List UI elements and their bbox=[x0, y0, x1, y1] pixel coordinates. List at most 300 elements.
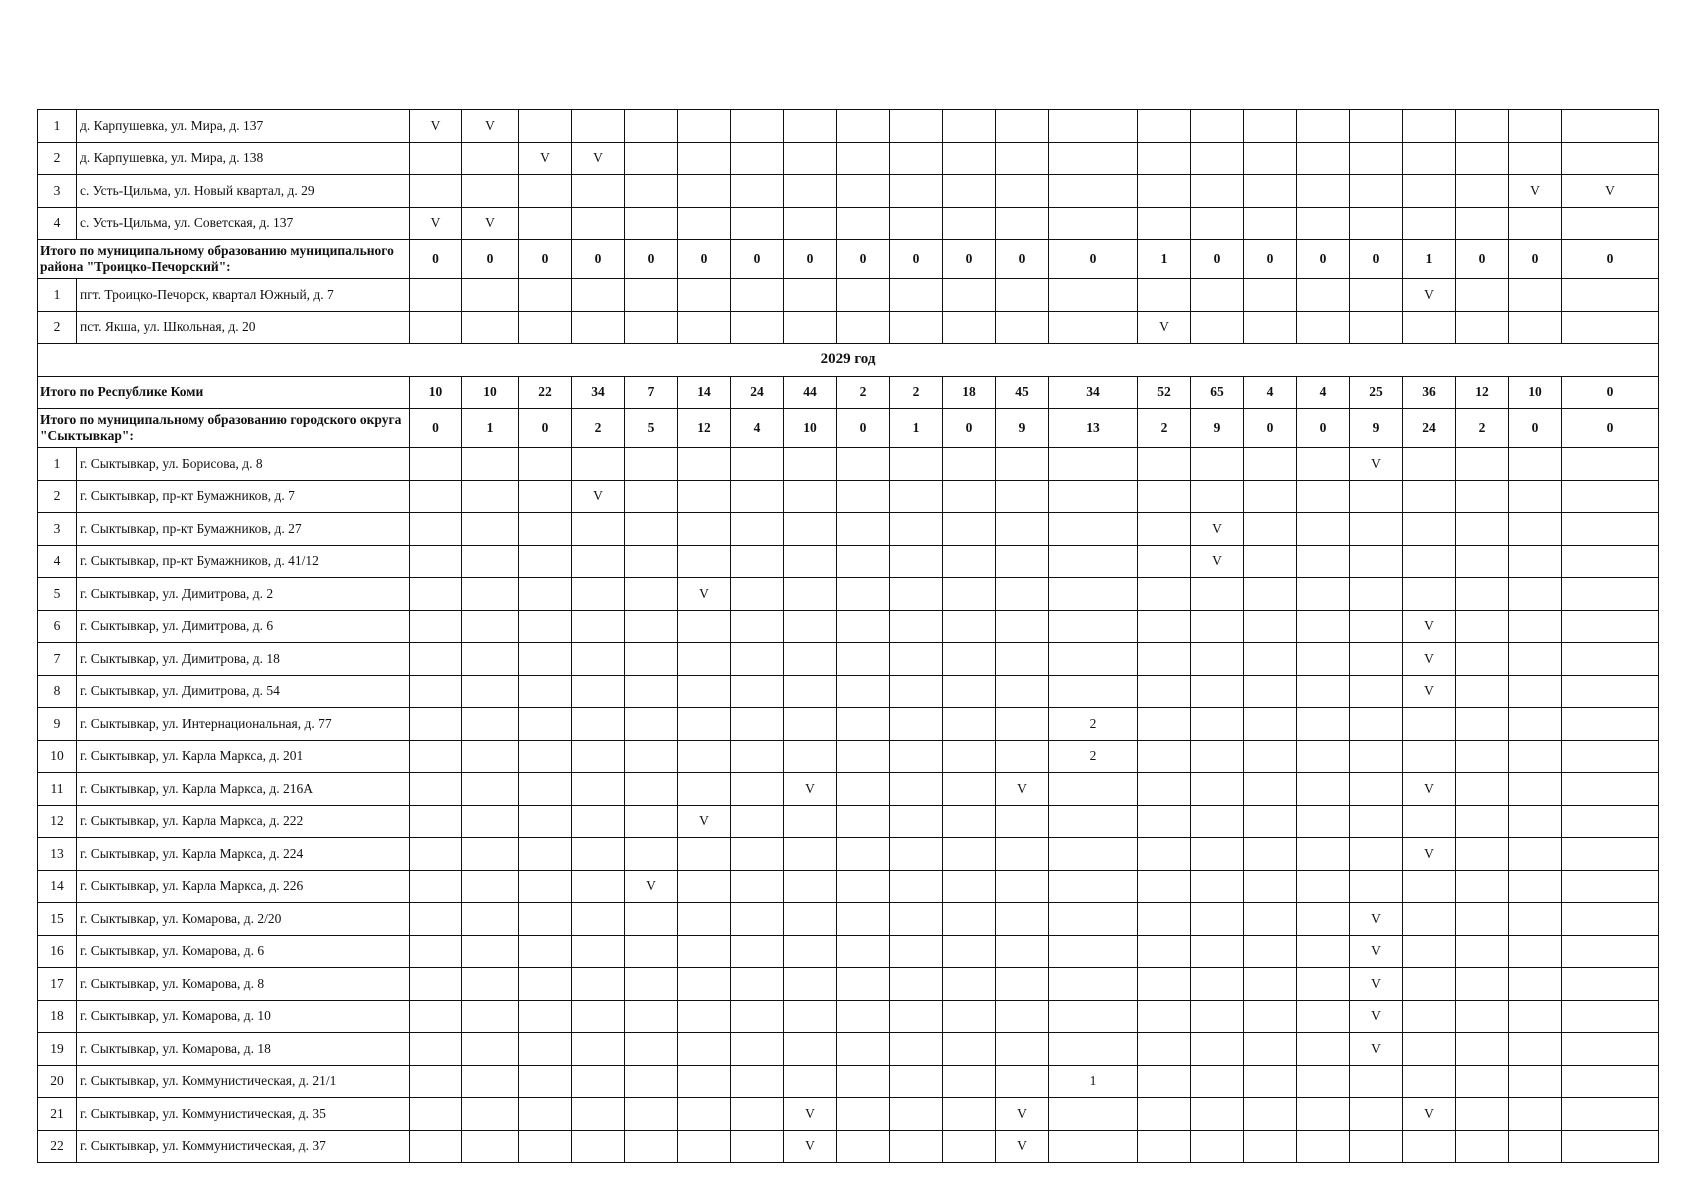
empty-cell bbox=[943, 207, 996, 240]
table-row bbox=[38, 838, 1659, 871]
empty-cell bbox=[1509, 279, 1562, 312]
empty-cell bbox=[1403, 545, 1456, 578]
empty-cell bbox=[462, 1065, 519, 1098]
row-number: 5 bbox=[38, 578, 77, 611]
empty-cell bbox=[462, 1000, 519, 1033]
empty-cell bbox=[1562, 675, 1659, 708]
empty-cell bbox=[1191, 448, 1244, 481]
empty-cell bbox=[1244, 805, 1297, 838]
empty-cell bbox=[731, 142, 784, 175]
empty-cell bbox=[1562, 1130, 1659, 1163]
empty-cell bbox=[1297, 903, 1350, 936]
empty-cell bbox=[1191, 643, 1244, 676]
empty-cell bbox=[1297, 1065, 1350, 1098]
empty-cell bbox=[519, 935, 572, 968]
empty-cell bbox=[519, 311, 572, 344]
empty-cell bbox=[1509, 968, 1562, 1001]
empty-cell bbox=[462, 643, 519, 676]
empty-cell bbox=[462, 903, 519, 936]
empty-cell bbox=[410, 480, 462, 513]
table-row bbox=[38, 708, 1659, 741]
empty-cell bbox=[784, 740, 837, 773]
empty-cell bbox=[1297, 805, 1350, 838]
empty-cell bbox=[1350, 740, 1403, 773]
empty-cell bbox=[1049, 610, 1138, 643]
empty-cell bbox=[996, 110, 1049, 143]
table-row bbox=[38, 545, 1659, 578]
empty-cell bbox=[943, 903, 996, 936]
schedule-table-body bbox=[38, 110, 1659, 1163]
empty-cell bbox=[784, 142, 837, 175]
total-value: 2 bbox=[1138, 409, 1191, 448]
empty-cell bbox=[1049, 578, 1138, 611]
row-number: 1 bbox=[38, 279, 77, 312]
empty-cell bbox=[410, 1000, 462, 1033]
total-value: 0 bbox=[837, 240, 890, 279]
empty-cell bbox=[462, 838, 519, 871]
total-value: 0 bbox=[1509, 240, 1562, 279]
empty-cell bbox=[1244, 175, 1297, 208]
total-value: 0 bbox=[625, 240, 678, 279]
empty-cell bbox=[519, 1098, 572, 1131]
empty-cell bbox=[837, 708, 890, 741]
empty-cell bbox=[1509, 675, 1562, 708]
empty-cell bbox=[462, 1033, 519, 1066]
address-cell: г. Сыктывкар, ул. Димитрова, д. 2 bbox=[77, 578, 410, 611]
empty-cell bbox=[1138, 448, 1191, 481]
total-value: 0 bbox=[1350, 240, 1403, 279]
empty-cell bbox=[784, 643, 837, 676]
empty-cell bbox=[1244, 708, 1297, 741]
empty-cell bbox=[572, 175, 625, 208]
empty-cell bbox=[625, 838, 678, 871]
empty-cell bbox=[1049, 903, 1138, 936]
mark-cell: V bbox=[784, 773, 837, 806]
empty-cell bbox=[1191, 142, 1244, 175]
total-row bbox=[38, 376, 1659, 409]
empty-cell bbox=[943, 773, 996, 806]
empty-cell bbox=[996, 968, 1049, 1001]
empty-cell bbox=[1456, 968, 1509, 1001]
empty-cell bbox=[1403, 142, 1456, 175]
total-value: 24 bbox=[731, 376, 784, 409]
empty-cell bbox=[625, 805, 678, 838]
empty-cell bbox=[1138, 935, 1191, 968]
empty-cell bbox=[462, 740, 519, 773]
empty-cell bbox=[1509, 513, 1562, 546]
total-value: 1 bbox=[1138, 240, 1191, 279]
address-cell: г. Сыктывкар, ул. Димитрова, д. 18 bbox=[77, 643, 410, 676]
empty-cell bbox=[943, 643, 996, 676]
empty-cell bbox=[1456, 1033, 1509, 1066]
empty-cell bbox=[731, 448, 784, 481]
empty-cell bbox=[410, 773, 462, 806]
empty-cell bbox=[1049, 448, 1138, 481]
empty-cell bbox=[1049, 935, 1138, 968]
empty-cell bbox=[890, 1098, 943, 1131]
total-value: 14 bbox=[678, 376, 731, 409]
mark-cell: V bbox=[1403, 279, 1456, 312]
empty-cell bbox=[519, 870, 572, 903]
empty-cell bbox=[1562, 1033, 1659, 1066]
table-row bbox=[38, 142, 1659, 175]
empty-cell bbox=[1297, 142, 1350, 175]
empty-cell bbox=[1297, 545, 1350, 578]
empty-cell bbox=[1403, 1033, 1456, 1066]
empty-cell bbox=[1562, 903, 1659, 936]
empty-cell bbox=[890, 838, 943, 871]
empty-cell bbox=[1191, 279, 1244, 312]
empty-cell bbox=[943, 311, 996, 344]
empty-cell bbox=[1049, 643, 1138, 676]
empty-cell bbox=[1049, 175, 1138, 208]
empty-cell bbox=[1456, 110, 1509, 143]
total-value: 0 bbox=[1191, 240, 1244, 279]
empty-cell bbox=[1049, 870, 1138, 903]
empty-cell bbox=[1049, 675, 1138, 708]
empty-cell bbox=[678, 1130, 731, 1163]
empty-cell bbox=[943, 142, 996, 175]
total-label: Итого по Республике Коми bbox=[38, 376, 410, 409]
address-cell: с. Усть-Цильма, ул. Советская, д. 137 bbox=[77, 207, 410, 240]
empty-cell bbox=[625, 545, 678, 578]
empty-cell bbox=[1244, 610, 1297, 643]
empty-cell bbox=[678, 838, 731, 871]
empty-cell bbox=[678, 142, 731, 175]
empty-cell bbox=[1509, 838, 1562, 871]
empty-cell bbox=[1403, 708, 1456, 741]
empty-cell bbox=[625, 1130, 678, 1163]
row-number: 8 bbox=[38, 675, 77, 708]
empty-cell bbox=[1297, 610, 1350, 643]
empty-cell bbox=[1350, 311, 1403, 344]
empty-cell bbox=[890, 903, 943, 936]
total-value: 2 bbox=[837, 376, 890, 409]
empty-cell bbox=[731, 870, 784, 903]
empty-cell bbox=[1456, 545, 1509, 578]
row-number: 21 bbox=[38, 1098, 77, 1131]
total-value: 0 bbox=[1244, 409, 1297, 448]
empty-cell bbox=[1562, 448, 1659, 481]
empty-cell bbox=[996, 903, 1049, 936]
empty-cell bbox=[1403, 1130, 1456, 1163]
empty-cell bbox=[1191, 1130, 1244, 1163]
empty-cell bbox=[1297, 1098, 1350, 1131]
empty-cell bbox=[1456, 740, 1509, 773]
empty-cell bbox=[731, 643, 784, 676]
empty-cell bbox=[1297, 513, 1350, 546]
empty-cell bbox=[572, 805, 625, 838]
empty-cell bbox=[837, 610, 890, 643]
row-number: 18 bbox=[38, 1000, 77, 1033]
empty-cell bbox=[890, 1130, 943, 1163]
empty-cell bbox=[1456, 279, 1509, 312]
empty-cell bbox=[410, 142, 462, 175]
empty-cell bbox=[625, 903, 678, 936]
empty-cell bbox=[1138, 708, 1191, 741]
empty-cell bbox=[1244, 513, 1297, 546]
empty-cell bbox=[1138, 578, 1191, 611]
empty-cell bbox=[837, 1000, 890, 1033]
empty-cell bbox=[678, 1098, 731, 1131]
empty-cell bbox=[1244, 207, 1297, 240]
empty-cell bbox=[996, 142, 1049, 175]
row-number: 17 bbox=[38, 968, 77, 1001]
empty-cell bbox=[572, 968, 625, 1001]
empty-cell bbox=[890, 448, 943, 481]
empty-cell bbox=[731, 1065, 784, 1098]
empty-cell bbox=[410, 1098, 462, 1131]
empty-cell bbox=[1562, 545, 1659, 578]
address-cell: г. Сыктывкар, ул. Комарова, д. 18 bbox=[77, 1033, 410, 1066]
total-value: 45 bbox=[996, 376, 1049, 409]
empty-cell bbox=[625, 279, 678, 312]
address-cell: пст. Якша, ул. Школьная, д. 20 bbox=[77, 311, 410, 344]
empty-cell bbox=[731, 480, 784, 513]
empty-cell bbox=[519, 448, 572, 481]
empty-cell bbox=[462, 545, 519, 578]
mark-cell: V bbox=[1403, 675, 1456, 708]
empty-cell bbox=[943, 838, 996, 871]
empty-cell bbox=[1049, 545, 1138, 578]
empty-cell bbox=[784, 968, 837, 1001]
empty-cell bbox=[1297, 675, 1350, 708]
empty-cell bbox=[1049, 311, 1138, 344]
empty-cell bbox=[572, 708, 625, 741]
empty-cell bbox=[731, 110, 784, 143]
empty-cell bbox=[572, 110, 625, 143]
empty-cell bbox=[1509, 1000, 1562, 1033]
row-number: 13 bbox=[38, 838, 77, 871]
empty-cell bbox=[1049, 968, 1138, 1001]
empty-cell bbox=[890, 935, 943, 968]
empty-cell bbox=[943, 1098, 996, 1131]
empty-cell bbox=[519, 545, 572, 578]
empty-cell bbox=[837, 207, 890, 240]
mark-cell: V bbox=[996, 1098, 1049, 1131]
empty-cell bbox=[1297, 110, 1350, 143]
empty-cell bbox=[1562, 773, 1659, 806]
table-row bbox=[38, 935, 1659, 968]
empty-cell bbox=[1456, 1098, 1509, 1131]
row-number: 4 bbox=[38, 207, 77, 240]
empty-cell bbox=[731, 578, 784, 611]
empty-cell bbox=[1456, 773, 1509, 806]
total-value: 10 bbox=[410, 376, 462, 409]
empty-cell bbox=[410, 279, 462, 312]
empty-cell bbox=[678, 110, 731, 143]
address-cell: г. Сыктывкар, ул. Комарова, д. 6 bbox=[77, 935, 410, 968]
empty-cell bbox=[1297, 740, 1350, 773]
empty-cell bbox=[837, 480, 890, 513]
empty-cell bbox=[1297, 448, 1350, 481]
row-number: 20 bbox=[38, 1065, 77, 1098]
mark-cell: V bbox=[996, 1130, 1049, 1163]
total-value: 2 bbox=[572, 409, 625, 448]
empty-cell bbox=[1138, 870, 1191, 903]
empty-cell bbox=[996, 578, 1049, 611]
empty-cell bbox=[678, 1065, 731, 1098]
address-cell: с. Усть-Цильма, ул. Новый квартал, д. 29 bbox=[77, 175, 410, 208]
empty-cell bbox=[837, 1130, 890, 1163]
empty-cell bbox=[784, 610, 837, 643]
empty-cell bbox=[1191, 968, 1244, 1001]
mark-cell: V bbox=[519, 142, 572, 175]
empty-cell bbox=[890, 311, 943, 344]
empty-cell bbox=[1191, 578, 1244, 611]
empty-cell bbox=[837, 578, 890, 611]
empty-cell bbox=[572, 740, 625, 773]
empty-cell bbox=[837, 870, 890, 903]
empty-cell bbox=[1191, 773, 1244, 806]
empty-cell bbox=[837, 513, 890, 546]
row-number: 16 bbox=[38, 935, 77, 968]
empty-cell bbox=[784, 513, 837, 546]
empty-cell bbox=[996, 643, 1049, 676]
empty-cell bbox=[784, 110, 837, 143]
empty-cell bbox=[1138, 480, 1191, 513]
mark-cell: V bbox=[1350, 1000, 1403, 1033]
empty-cell bbox=[731, 903, 784, 936]
empty-cell bbox=[1562, 805, 1659, 838]
empty-cell bbox=[996, 480, 1049, 513]
empty-cell bbox=[1562, 870, 1659, 903]
total-row bbox=[38, 409, 1659, 448]
mark-cell: V bbox=[1350, 968, 1403, 1001]
empty-cell bbox=[943, 1130, 996, 1163]
empty-cell bbox=[943, 935, 996, 968]
empty-cell bbox=[731, 1000, 784, 1033]
empty-cell bbox=[1509, 448, 1562, 481]
year-row bbox=[38, 344, 1659, 377]
empty-cell bbox=[943, 805, 996, 838]
empty-cell bbox=[625, 1033, 678, 1066]
empty-cell bbox=[572, 1098, 625, 1131]
empty-cell bbox=[519, 643, 572, 676]
empty-cell bbox=[1350, 870, 1403, 903]
empty-cell bbox=[1297, 968, 1350, 1001]
empty-cell bbox=[731, 1033, 784, 1066]
empty-cell bbox=[1456, 610, 1509, 643]
empty-cell bbox=[837, 1065, 890, 1098]
total-value: 0 bbox=[837, 409, 890, 448]
empty-cell bbox=[462, 480, 519, 513]
mark-cell: V bbox=[1403, 1098, 1456, 1131]
empty-cell bbox=[1191, 110, 1244, 143]
empty-cell bbox=[678, 1033, 731, 1066]
mark-cell: 2 bbox=[1049, 708, 1138, 741]
total-value: 1 bbox=[1403, 240, 1456, 279]
empty-cell bbox=[1138, 675, 1191, 708]
row-number: 7 bbox=[38, 643, 77, 676]
empty-cell bbox=[837, 1033, 890, 1066]
empty-cell bbox=[1509, 935, 1562, 968]
empty-cell bbox=[1562, 1098, 1659, 1131]
empty-cell bbox=[784, 838, 837, 871]
empty-cell bbox=[572, 513, 625, 546]
empty-cell bbox=[1456, 1130, 1509, 1163]
table-row bbox=[38, 1130, 1659, 1163]
empty-cell bbox=[519, 903, 572, 936]
empty-cell bbox=[519, 675, 572, 708]
empty-cell bbox=[1297, 643, 1350, 676]
row-number: 1 bbox=[38, 110, 77, 143]
mark-cell: V bbox=[1350, 448, 1403, 481]
empty-cell bbox=[1350, 1098, 1403, 1131]
total-label: Итого по муниципальному образованию муниципального района "Троицко-Печорский": bbox=[38, 240, 410, 279]
total-value: 9 bbox=[1350, 409, 1403, 448]
empty-cell bbox=[1191, 480, 1244, 513]
empty-cell bbox=[1350, 578, 1403, 611]
mark-cell: V bbox=[678, 578, 731, 611]
mark-cell: V bbox=[572, 142, 625, 175]
empty-cell bbox=[410, 740, 462, 773]
empty-cell bbox=[519, 279, 572, 312]
empty-cell bbox=[572, 1000, 625, 1033]
empty-cell bbox=[1191, 610, 1244, 643]
empty-cell bbox=[1562, 708, 1659, 741]
total-value: 0 bbox=[784, 240, 837, 279]
empty-cell bbox=[410, 675, 462, 708]
empty-cell bbox=[1403, 207, 1456, 240]
empty-cell bbox=[996, 610, 1049, 643]
empty-cell bbox=[678, 740, 731, 773]
row-number: 11 bbox=[38, 773, 77, 806]
empty-cell bbox=[1138, 1098, 1191, 1131]
empty-cell bbox=[1244, 968, 1297, 1001]
mark-cell: V bbox=[462, 110, 519, 143]
empty-cell bbox=[519, 207, 572, 240]
empty-cell bbox=[410, 610, 462, 643]
empty-cell bbox=[784, 1065, 837, 1098]
empty-cell bbox=[784, 805, 837, 838]
mark-cell: V bbox=[1138, 311, 1191, 344]
total-value: 0 bbox=[1562, 409, 1659, 448]
empty-cell bbox=[462, 142, 519, 175]
total-value: 4 bbox=[731, 409, 784, 448]
empty-cell bbox=[1138, 968, 1191, 1001]
address-cell: г. Сыктывкар, ул. Комарова, д. 2/20 bbox=[77, 903, 410, 936]
empty-cell bbox=[1191, 311, 1244, 344]
empty-cell bbox=[1350, 279, 1403, 312]
empty-cell bbox=[410, 311, 462, 344]
empty-cell bbox=[462, 870, 519, 903]
empty-cell bbox=[519, 578, 572, 611]
empty-cell bbox=[410, 1065, 462, 1098]
address-cell: г. Сыктывкар, ул. Карла Маркса, д. 222 bbox=[77, 805, 410, 838]
empty-cell bbox=[890, 110, 943, 143]
empty-cell bbox=[784, 175, 837, 208]
empty-cell bbox=[625, 578, 678, 611]
empty-cell bbox=[410, 1130, 462, 1163]
empty-cell bbox=[462, 675, 519, 708]
empty-cell bbox=[996, 675, 1049, 708]
mark-cell: V bbox=[410, 110, 462, 143]
empty-cell bbox=[1049, 279, 1138, 312]
empty-cell bbox=[731, 207, 784, 240]
mark-cell: V bbox=[1403, 838, 1456, 871]
mark-cell: V bbox=[1509, 175, 1562, 208]
empty-cell bbox=[625, 968, 678, 1001]
total-value: 0 bbox=[996, 240, 1049, 279]
empty-cell bbox=[1049, 773, 1138, 806]
empty-cell bbox=[996, 1033, 1049, 1066]
empty-cell bbox=[943, 610, 996, 643]
empty-cell bbox=[1562, 1000, 1659, 1033]
empty-cell bbox=[784, 545, 837, 578]
empty-cell bbox=[1456, 448, 1509, 481]
empty-cell bbox=[572, 1130, 625, 1163]
